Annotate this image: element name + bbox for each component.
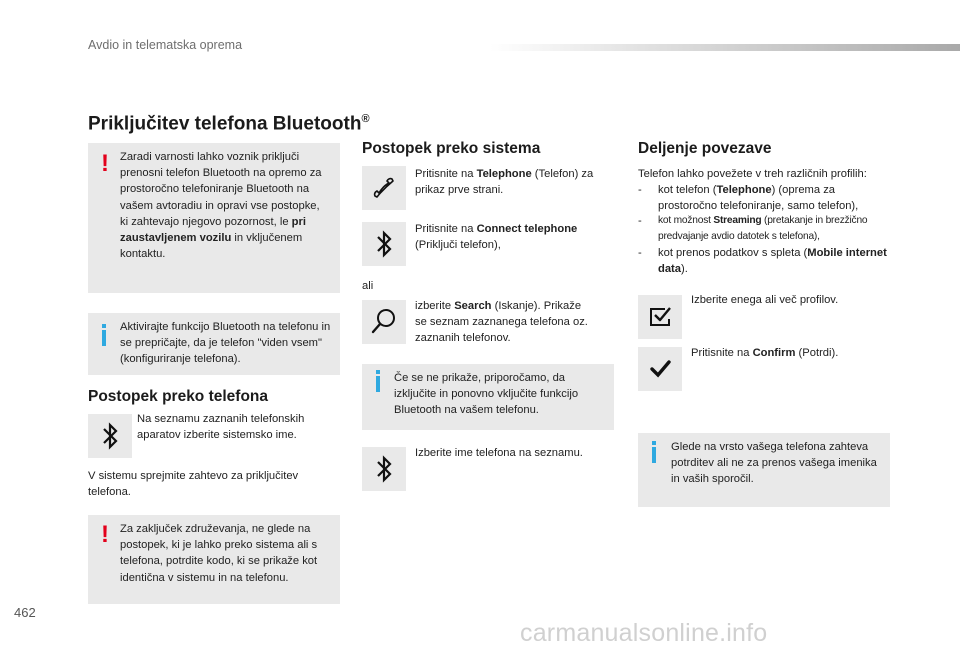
watermark: carmanualsonline.info (520, 619, 768, 647)
phone-accept-request: V sistemu sprejmite zahtevo za priključitev telefona. (88, 470, 299, 498)
heading-phone-procedure: Postopek preko telefona (88, 388, 269, 405)
checkbox-tick-icon (638, 295, 682, 339)
info-icon (376, 376, 380, 392)
warning-icon: ! (101, 521, 109, 548)
page-title-text: Priključitev telefona Bluetooth (88, 113, 362, 135)
page-number: 462 (14, 605, 36, 620)
info-box-contacts (638, 433, 890, 507)
page-title (88, 113, 370, 135)
bluetooth-icon (88, 414, 132, 458)
info-box-not-shown (362, 364, 614, 430)
info-box-activate (88, 313, 340, 375)
phone-step-select-name: Na seznamu zaznanih telefonskih aparatov izberite sistemsko ime. (137, 413, 305, 441)
warning-box-safety (88, 143, 340, 293)
bluetooth-tile-1 (88, 414, 132, 458)
info-icon (102, 330, 106, 346)
system-step-connect: Pritisnite na Connect telephone (Priključi telefon), (415, 223, 578, 251)
checkbox-tile (638, 295, 682, 339)
sharing-intro: Telefon lahko povežete v treh različnih profilih: (638, 168, 867, 180)
bluetooth-tile-2 (362, 222, 406, 266)
info-icon (652, 447, 656, 463)
or-label: ali (362, 280, 374, 292)
registered-mark: ® (361, 113, 370, 125)
search-magnifier-icon (362, 300, 406, 344)
check-icon (638, 347, 682, 391)
phone-tile (362, 166, 406, 210)
info-text-activate: Aktivirajte funkcijo Bluetooth na telefonu in se prepričajte, da je telefon "viden vsem" (konfiguriranje telefona). (120, 321, 331, 366)
search-tile (362, 300, 406, 344)
confirm-tile (638, 347, 682, 391)
warning-box-pairing (88, 515, 340, 604)
heading-system-procedure: Postopek preko sistema (362, 140, 541, 157)
heading-sharing: Deljenje povezave (638, 140, 772, 157)
warning-text-safety: Zaradi varnosti lahko voznik priključi prenosni telefon Bluetooth na opremo za prostoročno telefoniranje Bluetooth na vašem avtoradiu in opravi vse postopke, ki zahtevajo njegovo pozornost, le pri zaustavljenem vozilu in vključenem kontaktu. (120, 151, 322, 261)
bluetooth-icon (362, 447, 406, 491)
warning-text-pairing: Za zaključek združevanja, ne glede na postopek, ki je lahko preko sistema ali s telefona, potrdite kodo, ki se prikaže kot identična v sistemu in na telefonu. (120, 523, 318, 584)
right-step-confirm: Pritisnite na Confirm (Potrdi). (691, 347, 839, 359)
bluetooth-tile-3 (362, 447, 406, 491)
system-step-search: izberite Search (Iskanje). Prikaže se seznam zaznanega telefona oz. zaznanih telefonov. (415, 300, 588, 344)
info-text-not-shown: Če se ne prikaže, priporočamo, da izključite in ponovno vključite funkcijo Bluetooth na vašem telefonu. (394, 372, 579, 417)
bluetooth-icon (362, 222, 406, 266)
system-step-select-phone: Izberite ime telefona na seznamu. (415, 447, 583, 459)
right-step-select-profiles: Izberite enega ali več profilov. (691, 294, 839, 306)
system-step-telephone: Pritisnite na Telephone (Telefon) za prikaz prve strani. (415, 168, 594, 196)
phone-handset-icon (362, 166, 406, 210)
info-text-contacts: Glede na vrsto vašega telefona zahteva potrditev ali ne za prenos vašega imenika in vaših sporočil. (671, 441, 877, 486)
warning-icon: ! (101, 150, 109, 177)
header-bar (490, 44, 960, 51)
section-title: Avdio in telematska oprema (88, 38, 243, 52)
